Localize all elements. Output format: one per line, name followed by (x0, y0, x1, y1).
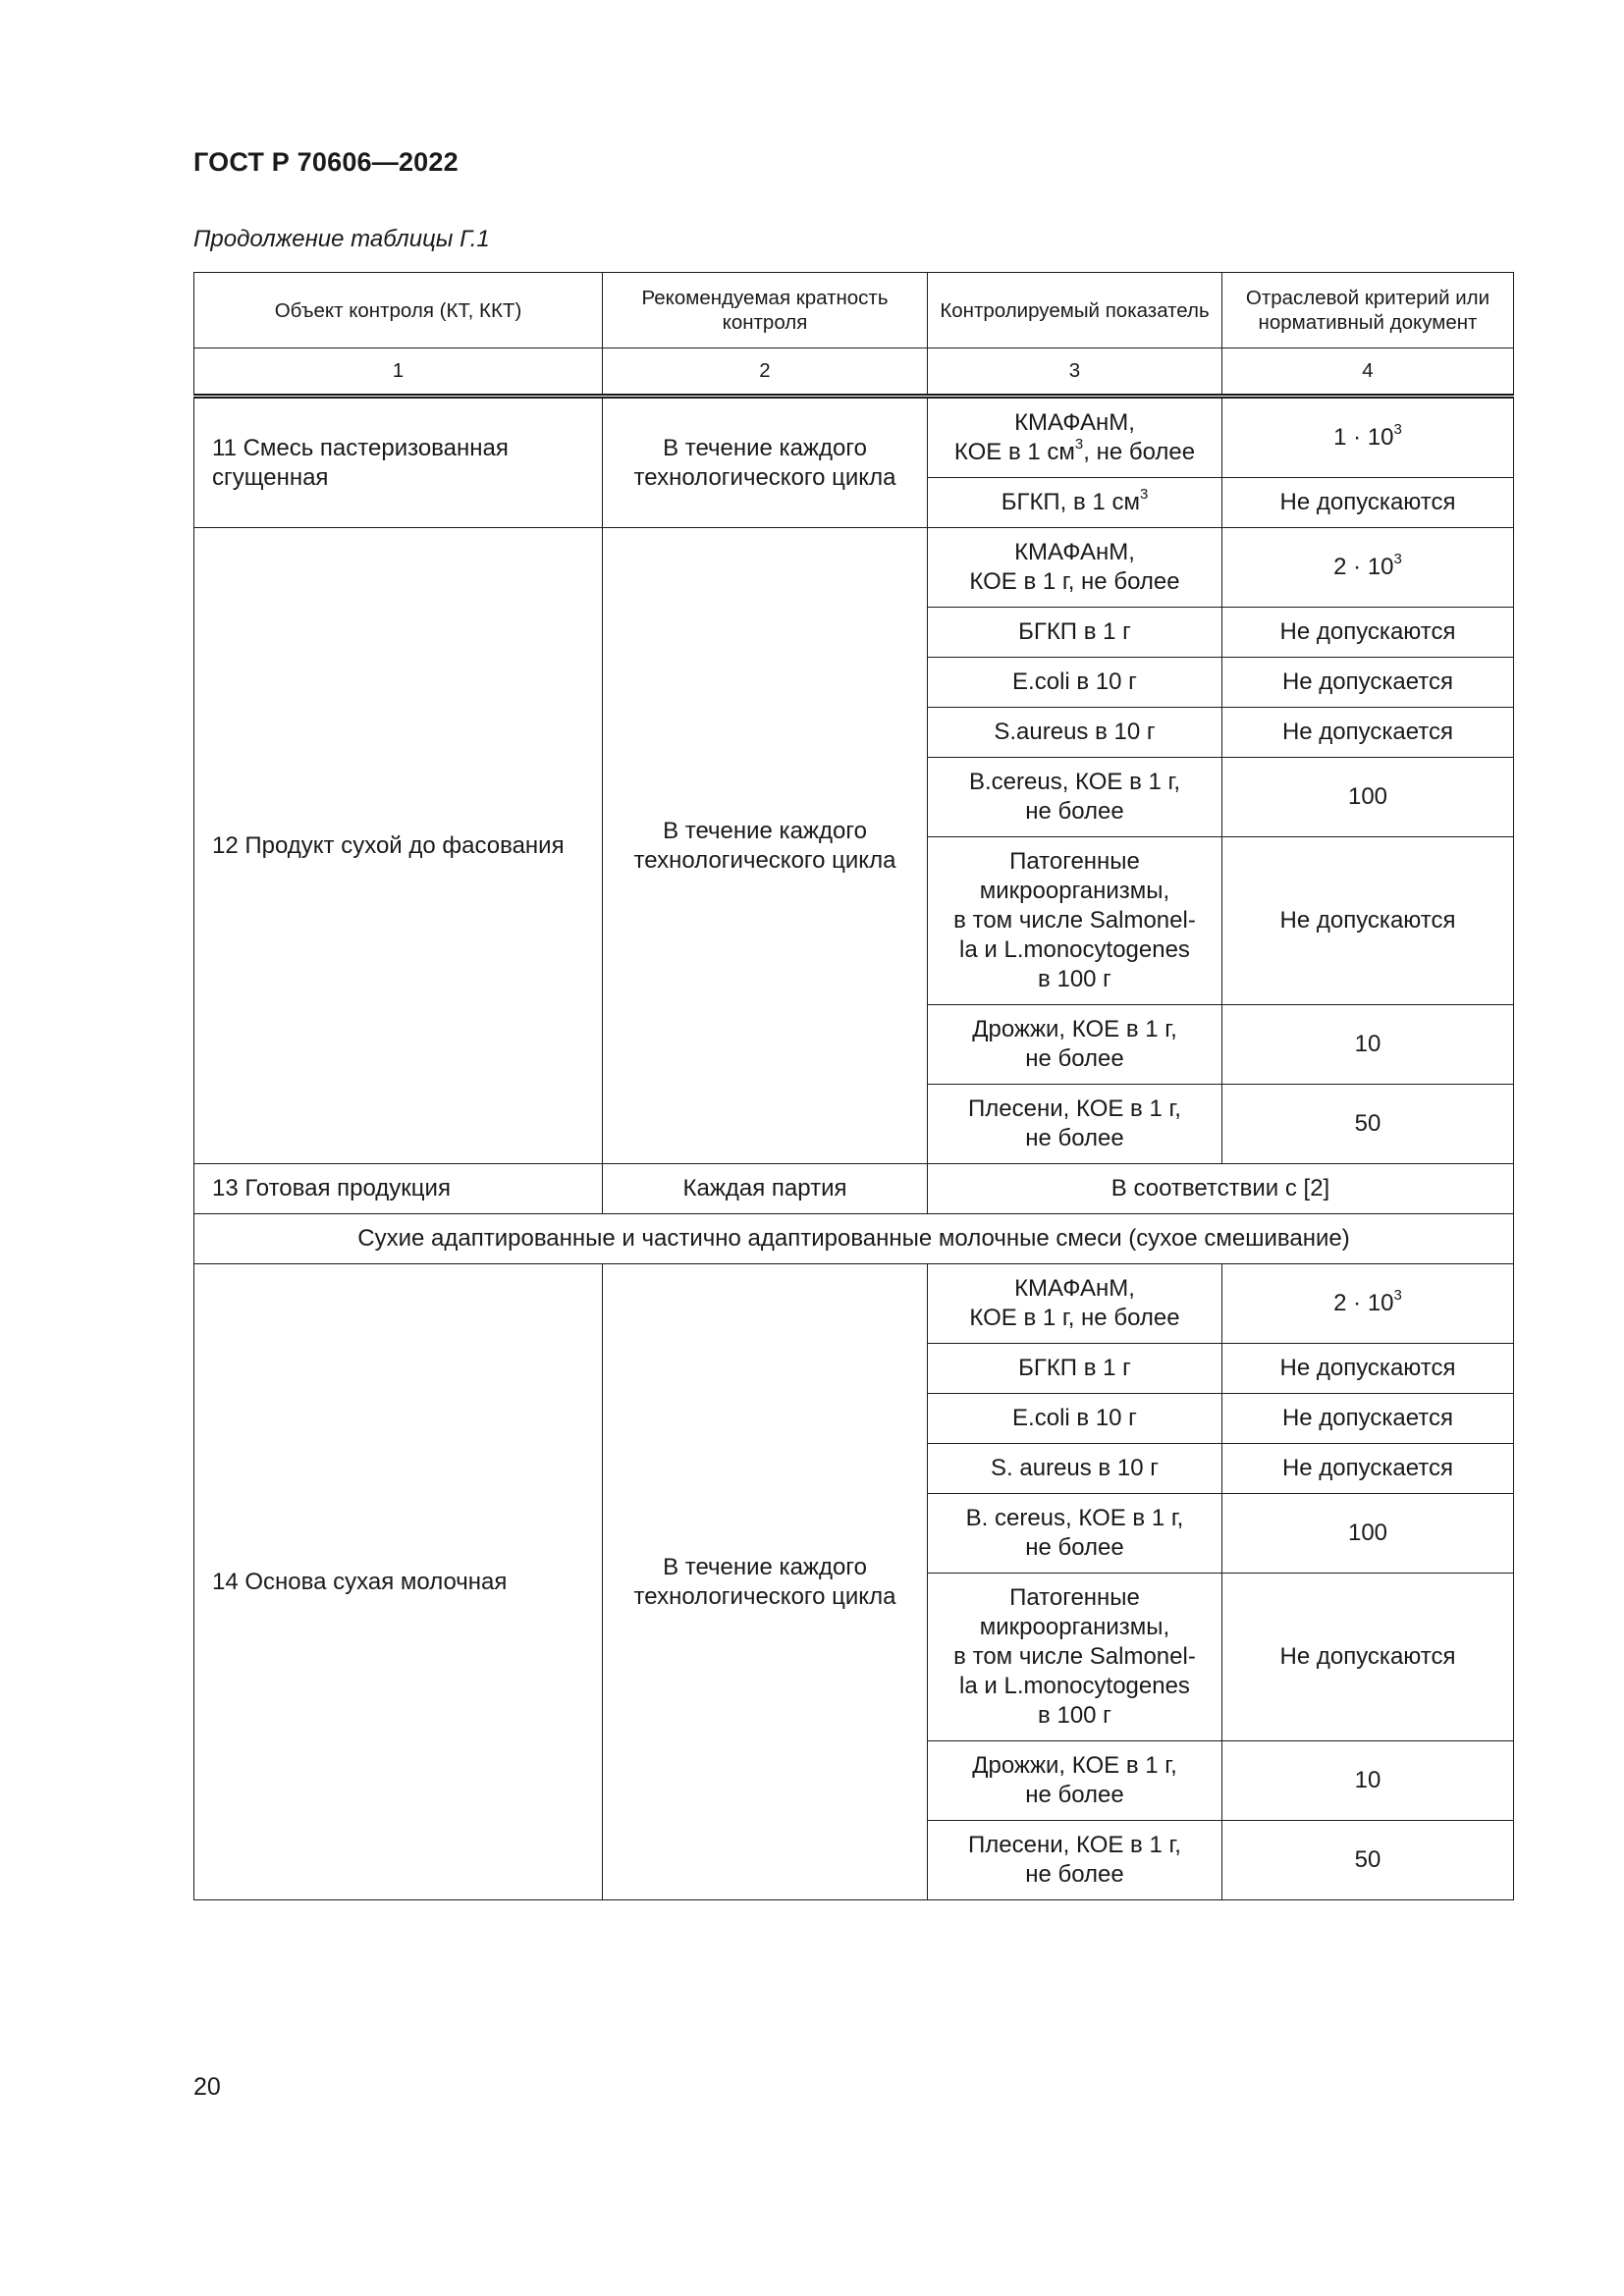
indicator-text: не более (1025, 1045, 1124, 1072)
indicator-cell: S. aureus в 10 г (928, 1444, 1222, 1494)
indicator-cell (928, 397, 1222, 478)
indicator-cell: S.aureus в 10 г (928, 708, 1222, 758)
norm-cell: Не допускается (1222, 658, 1514, 708)
indicator-text: КМАФАнМ, (1014, 539, 1135, 565)
column-number: 3 (928, 348, 1222, 397)
norm-value: 2 · 10 (1333, 1290, 1394, 1316)
control-object-cell: 12 Продукт сухой до фасования (194, 528, 603, 1164)
indicator-text: в 100 г (1038, 1702, 1111, 1729)
column-number-row (194, 348, 1514, 397)
norm-cell: 100 (1222, 758, 1514, 837)
control-frequency-cell: В течение каждого технологического цикла (603, 528, 928, 1164)
indicator-text: Плесени, КОЕ в 1 г, (968, 1095, 1181, 1122)
indicator-cell (928, 478, 1222, 528)
norm-cell: Не допускаются (1222, 837, 1514, 1005)
control-object-cell: 11 Смесь пастеризованная сгущенная (194, 397, 603, 528)
norm-cell: 50 (1222, 1085, 1514, 1164)
document-code: ГОСТ Р 70606—2022 (193, 147, 459, 177)
control-table (193, 272, 1514, 1900)
column-header-norm: Отраслевой критерий или нормативный документ (1222, 273, 1514, 348)
indicator-text: la и L.monocytogenes (959, 936, 1190, 963)
norm-value: 1 · 10 (1333, 424, 1394, 451)
indicator-text: Патогенные (1009, 848, 1140, 875)
norm-cell (1222, 1264, 1514, 1344)
table-row (194, 1164, 1514, 1214)
indicator-text: B.cereus, КОЕ в 1 г, (968, 769, 1181, 795)
indicator-text: Патогенные (1009, 1584, 1140, 1611)
column-header-indicator: Контролируемый показатель (928, 273, 1222, 348)
indicator-text: КОЕ в 1 см (953, 439, 1075, 465)
indicator-text: не более (1025, 1125, 1124, 1151)
indicator-cell: E.coli в 10 г (928, 658, 1222, 708)
column-header-object: Объект контроля (КТ, ККТ) (194, 273, 603, 348)
indicator-text: не более (1025, 1782, 1124, 1808)
norm-value: 2 · 10 (1333, 554, 1394, 580)
column-number: 4 (1222, 348, 1514, 397)
indicator-text: не более (1025, 1534, 1124, 1561)
norm-cell: Не допускаются (1222, 1574, 1514, 1741)
norm-cell: 100 (1222, 1494, 1514, 1574)
indicator-text: БГКП, в 1 см (1001, 489, 1140, 515)
indicator-text: не более (1025, 1861, 1124, 1888)
norm-cell: Не допускаются (1222, 1344, 1514, 1394)
superscript: 3 (1393, 421, 1402, 438)
indicator-cell (928, 1005, 1222, 1085)
indicator-text: КОЕ в 1 г, не более (969, 1305, 1180, 1331)
indicator-cell: E.coli в 10 г (928, 1394, 1222, 1444)
indicator-text: , не более (1083, 439, 1196, 465)
indicator-cell (928, 1264, 1222, 1344)
section-title-row (194, 1214, 1514, 1264)
indicator-text: Дрожжи, КОЕ в 1 г, (972, 1016, 1177, 1042)
norm-cell: 10 (1222, 1741, 1514, 1821)
indicator-text: в том числе Salmonel- (953, 907, 1196, 934)
page-number: 20 (193, 2073, 221, 2101)
column-number: 2 (603, 348, 928, 397)
table-row (194, 397, 1514, 478)
indicator-text: в том числе Salmonel- (953, 1643, 1196, 1670)
control-object-cell: 13 Готовая продукция (194, 1164, 603, 1214)
control-frequency-cell: В течение каждого технологического цикла (603, 1264, 928, 1900)
norm-cell: Не допускается (1222, 1394, 1514, 1444)
indicator-text: не более (1025, 798, 1124, 825)
indicator-cell (928, 1741, 1222, 1821)
norm-cell (1222, 528, 1514, 608)
superscript: 3 (1393, 1287, 1402, 1304)
section-title: Сухие адаптированные и частично адаптированные молочные смеси (сухое смешивание) (194, 1214, 1514, 1264)
control-frequency-cell: Каждая партия (603, 1164, 928, 1214)
norm-cell: В соответствии с [2] (928, 1164, 1514, 1214)
indicator-cell (928, 1085, 1222, 1164)
control-frequency-cell: В течение каждого технологического цикла (603, 397, 928, 528)
table-row (194, 1264, 1514, 1344)
norm-cell: Не допускаются (1222, 608, 1514, 658)
superscript: 3 (1393, 551, 1402, 567)
norm-cell: 10 (1222, 1005, 1514, 1085)
superscript: 3 (1139, 486, 1149, 503)
indicator-cell (928, 837, 1222, 1005)
indicator-cell: БГКП в 1 г (928, 1344, 1222, 1394)
indicator-cell (928, 528, 1222, 608)
indicator-cell: БГКП в 1 г (928, 608, 1222, 658)
indicator-cell (928, 758, 1222, 837)
indicator-text: микроорганизмы, (979, 878, 1170, 904)
superscript: 3 (1074, 436, 1084, 453)
norm-cell: Не допускаются (1222, 478, 1514, 528)
indicator-text: КМАФАнМ, (1014, 1275, 1135, 1302)
table-caption: Продолжение таблицы Г.1 (193, 226, 490, 252)
column-header-frequency: Рекомендуемая кратность контроля (603, 273, 928, 348)
indicator-text: la и L.monocytogenes (959, 1673, 1190, 1699)
norm-cell: Не допускается (1222, 1444, 1514, 1494)
table-header-row (194, 273, 1514, 348)
norm-cell (1222, 397, 1514, 478)
indicator-cell (928, 1574, 1222, 1741)
indicator-text: КОЕ в 1 г, не более (969, 568, 1180, 595)
indicator-cell (928, 1821, 1222, 1900)
indicator-text: B. cereus, КОЕ в 1 г, (965, 1505, 1184, 1531)
indicator-cell (928, 1494, 1222, 1574)
indicator-text: Плесени, КОЕ в 1 г, (968, 1832, 1181, 1858)
indicator-text: Дрожжи, КОЕ в 1 г, (972, 1752, 1177, 1779)
column-number: 1 (194, 348, 603, 397)
norm-cell: 50 (1222, 1821, 1514, 1900)
table-row (194, 528, 1514, 608)
control-object-cell: 14 Основа сухая молочная (194, 1264, 603, 1900)
indicator-text: в 100 г (1038, 966, 1111, 992)
norm-cell: Не допускается (1222, 708, 1514, 758)
indicator-text: микроорганизмы, (979, 1614, 1170, 1640)
indicator-text: КМАФАнМ, (1014, 409, 1135, 436)
